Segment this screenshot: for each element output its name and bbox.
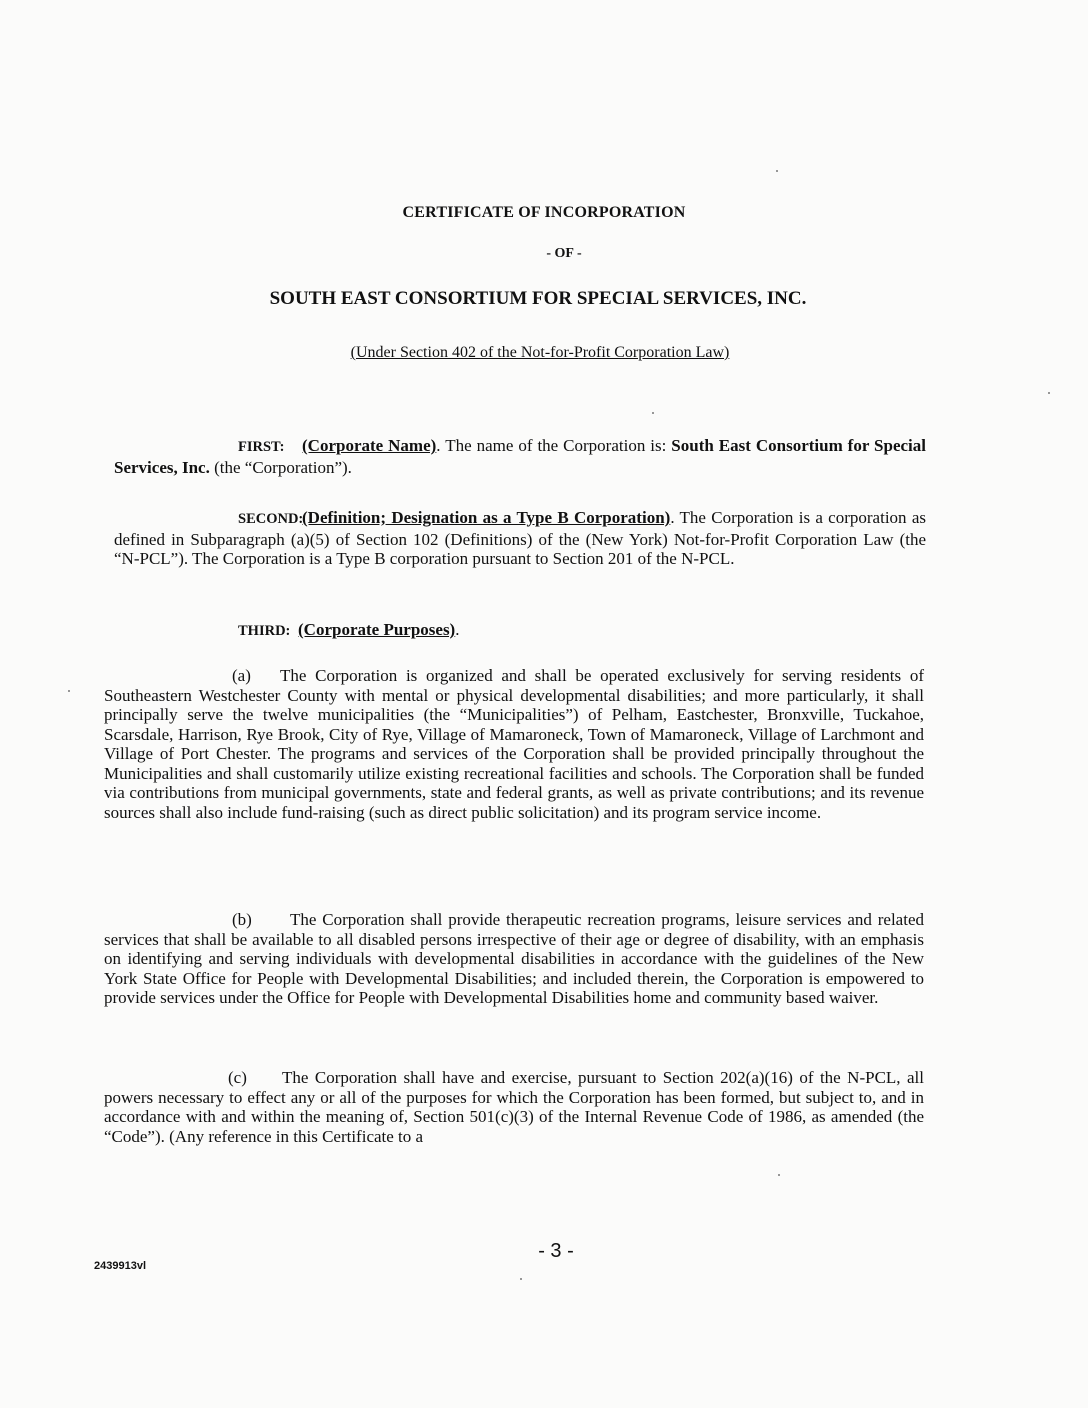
paragraph-c-text: The Corporation shall have and exercise, pursuant to Section 202(a)(16) of the N-PCL, all powers necessary to effect any or all of the purposes for which the Corporation has been formed, but subject to, and in accordance with and within the meaning of, Section 501(c)(3) of the Internal Revenue Code of 1986, as amended (the “Code”). (Any reference in this Certificate to a (104, 1068, 924, 1146)
document-subtitle (0, 344, 1084, 362)
document-title: CERTIFICATE OF INCORPORATION (402, 204, 686, 221)
paragraph-b-text: The Corporation shall provide therapeutic recreation programs, leisure services and related services that shall be available to all disabled persons irrespective of their age or degree of disability, with an emphasis on identifying and serving individuals with developmental disabilities in accordance with the guidelines of the New York State Office for People with Developmental Disabilities; and included therein, the Corporation is empowered to provide services under the Office for People with Developmental Disabilities home and community based waiver. (104, 910, 924, 1007)
document-id: 2439913vl (94, 1260, 146, 1272)
article-second (114, 508, 926, 569)
scan-speck (1048, 392, 1050, 394)
scan-speck (778, 1174, 780, 1176)
paragraph-a-text: The Corporation is organized and shall be operated exclusively for serving residents of Southeastern Westchester County with mental or physical developmental disabilities; and more particularly, it shall principally serve the twelve municipalities (the “Municipalities”) of Pelham, Eastchester, Bronxville, Tuckahoe, Scarsdale, Harrison, Rye Brook, City of Rye, Village of Mamaroneck, Town of Mamaroneck, Village of Larchmont and Village of Port Chester. The programs and services of the Corporation shall be provided principally throughout the Municipalities and shall customarily utilize existing recreational facilities and schools. The Corporation shall be funded via contributions from municipal governments, state and federal grants, as well as private contributions; and its revenue sources shall also include fund-raising (such as direct public solicitation) and its program service income. (104, 666, 924, 822)
corporation-name-heading: SOUTH EAST CONSORTIUM FOR SPECIAL SERVICES, INC. (269, 288, 807, 309)
scan-speck (68, 690, 70, 692)
paragraph-c-marker: (c) (228, 1068, 247, 1087)
article-first-text-2: (the “Corporation”). (209, 457, 352, 477)
scan-speck (520, 1278, 522, 1280)
article-first-label: FIRST: (238, 439, 285, 455)
article-first-text-1: . The name of the Corporation is: (436, 436, 672, 455)
article-first-bold-name: South East Consortium for Special Services, Inc. (114, 436, 926, 477)
third-paragraph-c (104, 1068, 924, 1146)
article-third-heading-suffix: . (455, 620, 460, 639)
article-first-heading: (Corporate Name) (302, 436, 437, 455)
article-second-text: . The Corporation is a corporation as defined in Subparagraph (a)(5) of Section 102 (Definitions) of the (New York) Not-for-Profit Corporation Law (the “N-PCL”). The Corporation is a Type B corporation pursuant to Section 201 of the N-PCL. (114, 508, 927, 568)
scan-speck (776, 170, 778, 172)
of-separator: - OF - (546, 246, 582, 261)
article-third-heading: (Corporate Purposes) (298, 620, 456, 639)
article-second-heading: (Definition; Designation as a Type B Corporation) (302, 508, 671, 527)
third-paragraph-a (104, 666, 924, 822)
third-paragraph-b (104, 910, 924, 1008)
page-number: - 3 - (538, 1240, 574, 1262)
article-third (114, 620, 926, 642)
article-third-label: THIRD: (238, 623, 291, 639)
scan-speck (652, 412, 654, 414)
paragraph-b-marker: (b) (232, 910, 252, 929)
article-first (114, 436, 926, 477)
paragraph-a-marker: (a) (232, 666, 251, 685)
article-second-label: SECOND: (238, 511, 304, 527)
subtitle-text: (Under Section 402 of the Not-for-Profit Corporation Law) (350, 344, 730, 361)
